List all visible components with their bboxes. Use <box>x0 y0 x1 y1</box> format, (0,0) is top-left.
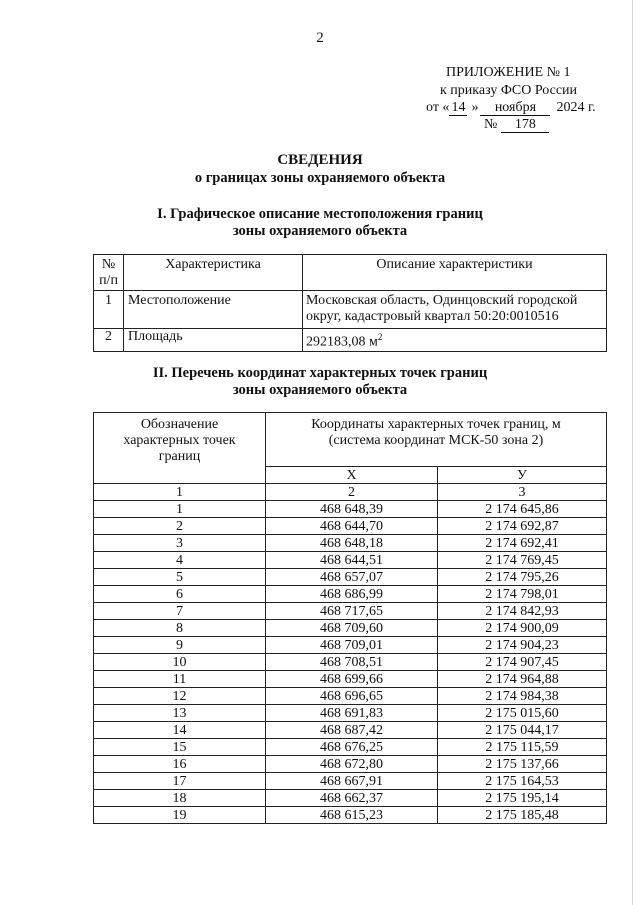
header-number-line2: п/п <box>99 273 118 288</box>
coord-row <box>94 671 607 688</box>
point-number: 6 <box>94 586 266 603</box>
header-point-line2: характерных точек <box>123 433 236 448</box>
x-coordinate: 468 676,25 <box>266 739 438 756</box>
appendix-title: ПРИЛОЖЕНИЕ № 1 <box>446 65 571 80</box>
page-edge-shadow <box>632 0 633 905</box>
x-coordinate: 468 648,39 <box>266 501 438 518</box>
y-coordinate: 2 174 842,93 <box>438 603 607 620</box>
x-coordinate: 468 667,91 <box>266 773 438 790</box>
x-coordinate: 468 687,42 <box>266 722 438 739</box>
document-title: СВЕДЕНИЯ <box>277 152 363 168</box>
coord-row <box>94 705 607 722</box>
header-characteristic-text: Характеристика <box>165 257 261 272</box>
coord-row <box>94 790 607 807</box>
x-coordinate: 468 662,37 <box>266 790 438 807</box>
header-characteristic <box>124 255 303 291</box>
y-coordinate: 2 174 798,01 <box>438 586 607 603</box>
section1-title-line1: I. Графическое описание местоположения границ <box>157 206 483 222</box>
point-number: 19 <box>94 807 266 824</box>
row1-number-text: 1 <box>105 293 112 308</box>
x-coordinate: 468 709,60 <box>266 620 438 637</box>
x-coordinate: 468 644,51 <box>266 552 438 569</box>
coord-row <box>94 552 607 569</box>
row2-number-text: 2 <box>105 329 112 344</box>
x-coordinate: 468 717,65 <box>266 603 438 620</box>
header-y: У <box>438 467 607 484</box>
row2-name <box>124 329 303 352</box>
x-coordinate: 468 672,80 <box>266 756 438 773</box>
row1-desc-line2: округ, кадастровый квартал 50:20:0010516 <box>306 309 559 324</box>
x-coordinate: 468 648,18 <box>266 535 438 552</box>
page-number: 2 <box>316 30 324 46</box>
coord-row <box>94 654 607 671</box>
header-coords-line1: Координаты характерных точек границ, м <box>311 417 561 432</box>
row2-description <box>303 329 607 352</box>
coord-row <box>94 586 607 603</box>
point-number: 5 <box>94 569 266 586</box>
point-number: 2 <box>94 518 266 535</box>
coord-row <box>94 739 607 756</box>
characteristics-row <box>94 329 607 352</box>
section2-title-line1: II. Перечень координат характерных точек границ <box>152 365 488 381</box>
coordinates-table-body <box>94 413 607 824</box>
y-coordinate: 2 175 195,14 <box>438 790 607 807</box>
document-subtitle: о границах зоны охраняемого объекта <box>194 170 446 186</box>
y-coordinate: 2 174 795,26 <box>438 569 607 586</box>
date-day: 14 <box>451 100 466 115</box>
coord-row <box>94 688 607 705</box>
header-x: X <box>266 467 438 484</box>
coordinates-table <box>93 412 607 824</box>
point-number: 14 <box>94 722 266 739</box>
row1-desc-line1: Московская область, Одинцовский городской <box>306 293 578 308</box>
point-number: 10 <box>94 654 266 671</box>
header-coords-line2: (система координат МСК-50 зона 2) <box>328 433 544 448</box>
index-col-2: 2 <box>266 484 438 501</box>
point-number: 11 <box>94 671 266 688</box>
coord-row <box>94 722 607 739</box>
x-coordinate: 468 696,65 <box>266 688 438 705</box>
header-description <box>303 255 607 291</box>
row2-desc-value <box>306 329 606 351</box>
point-number: 17 <box>94 773 266 790</box>
coord-row <box>94 620 607 637</box>
number-label: № <box>484 117 498 132</box>
x-coordinate: 468 699,66 <box>266 671 438 688</box>
coord-header-row <box>94 413 607 467</box>
y-coordinate: 2 174 645,86 <box>438 501 607 518</box>
date-mid: » <box>471 100 479 115</box>
row2-name-text: Площадь <box>128 329 183 344</box>
index-col-1: 1 <box>94 484 266 501</box>
x-coordinate: 468 615,23 <box>266 807 438 824</box>
point-number: 3 <box>94 535 266 552</box>
y-coordinate: 2 174 904,23 <box>438 637 607 654</box>
row1-name-text: Местоположение <box>128 293 231 308</box>
coord-row <box>94 603 607 620</box>
point-number: 15 <box>94 739 266 756</box>
header-description-text: Описание характеристики <box>376 257 533 272</box>
appendix-number <box>484 117 549 133</box>
appendix-order: к приказу ФСО России <box>440 83 578 98</box>
y-coordinate: 2 174 984,38 <box>438 688 607 705</box>
point-number: 12 <box>94 688 266 705</box>
index-col-3: 3 <box>438 484 607 501</box>
point-number: 8 <box>94 620 266 637</box>
characteristics-header-row <box>94 255 607 291</box>
point-number: 13 <box>94 705 266 722</box>
coord-row <box>94 569 607 586</box>
x-coordinate: 468 691,83 <box>266 705 438 722</box>
header-point-line1: Обозначение <box>140 417 219 432</box>
coord-row <box>94 637 607 654</box>
coord-row <box>94 535 607 552</box>
y-coordinate: 2 174 907,45 <box>438 654 607 671</box>
x-coordinate: 468 657,07 <box>266 569 438 586</box>
number-value: 178 <box>501 118 549 133</box>
y-coordinate: 2 175 164,53 <box>438 773 607 790</box>
point-number: 9 <box>94 637 266 654</box>
area-value: 292183,08 м <box>306 334 378 350</box>
date-month: ноября <box>480 101 550 116</box>
section2-title-line2: зоны охраняемого объекта <box>232 382 408 398</box>
row1-description <box>303 291 607 329</box>
point-number: 4 <box>94 552 266 569</box>
y-coordinate: 2 175 015,60 <box>438 705 607 722</box>
characteristics-table <box>93 254 607 352</box>
y-coordinate: 2 174 964,88 <box>438 671 607 688</box>
coord-row <box>94 807 607 824</box>
appendix-date <box>426 100 596 116</box>
coord-row <box>94 773 607 790</box>
y-coordinate: 2 175 185,48 <box>438 807 607 824</box>
date-prefix: от « <box>426 100 450 115</box>
y-coordinate: 2 175 044,17 <box>438 722 607 739</box>
coord-index-row <box>94 484 607 501</box>
y-coordinate: 2 175 115,59 <box>438 739 607 756</box>
y-coordinate: 2 174 900,09 <box>438 620 607 637</box>
coord-row <box>94 518 607 535</box>
section1-title-line2: зоны охраняемого объекта <box>232 223 408 239</box>
y-coordinate: 2 174 769,45 <box>438 552 607 569</box>
header-point-designation <box>94 413 266 484</box>
row1-name <box>124 291 303 329</box>
header-number-line1: № <box>101 257 116 272</box>
header-coordinates <box>266 413 607 467</box>
point-number: 18 <box>94 790 266 807</box>
y-coordinate: 2 175 137,66 <box>438 756 607 773</box>
area-unit-superscript: 2 <box>377 332 383 342</box>
x-coordinate: 468 686,99 <box>266 586 438 603</box>
point-number: 1 <box>94 501 266 518</box>
y-coordinate: 2 174 692,87 <box>438 518 607 535</box>
header-point-line3: границ <box>158 449 201 464</box>
row2-number <box>94 329 124 352</box>
characteristics-row <box>94 291 607 329</box>
date-year: 2024 г. <box>556 100 596 115</box>
x-coordinate: 468 644,70 <box>266 518 438 535</box>
coord-row <box>94 756 607 773</box>
row1-number <box>94 291 124 329</box>
header-number <box>94 255 124 291</box>
point-number: 7 <box>94 603 266 620</box>
point-number: 16 <box>94 756 266 773</box>
x-coordinate: 468 709,01 <box>266 637 438 654</box>
coord-row <box>94 501 607 518</box>
y-coordinate: 2 174 692,41 <box>438 535 607 552</box>
x-coordinate: 468 708,51 <box>266 654 438 671</box>
